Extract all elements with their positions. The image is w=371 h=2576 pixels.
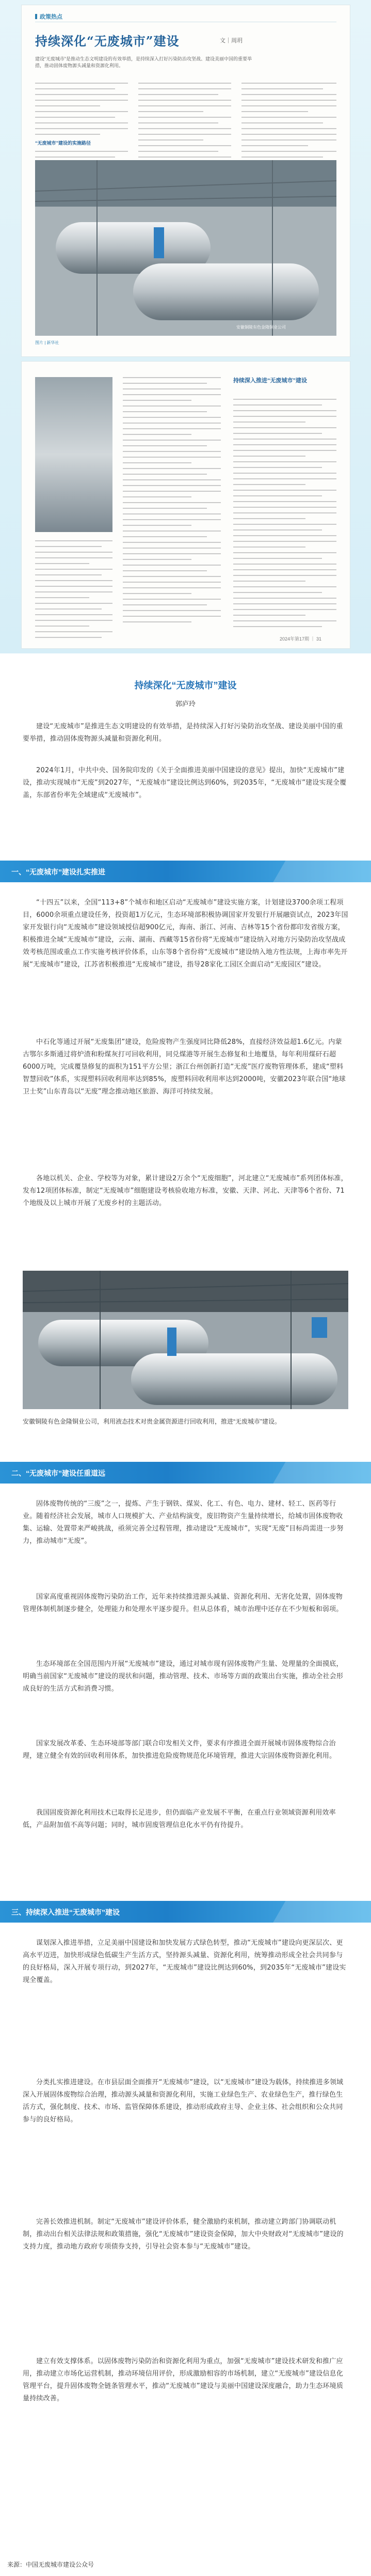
magazine-lead: 建设“无废城市”是推动生态文明建设的有效举措，是持续深入打好污染防治攻坚战、建设美丽中国的重要举措，推动固体废物源头减量和资源化利用。 xyxy=(35,56,252,68)
intro-paragraph-1: 建设“无废城市”是推进生态文明建设的有效举措，是持续深入打好污染防治攻坚战、建设美丽中国的重要举措，推动固体废物源头减量和资源化利用。 xyxy=(23,723,343,743)
article-title: 持续深化“无废城市”建设 xyxy=(134,680,237,691)
section-2-title: 二、“无废城市”建设任重道远 xyxy=(11,1469,105,1477)
section-3-paragraph-4: 建立有效支撑体系。以固体废物污染防治和资源化利用为重点，加强“无废城市”建设技术研发和推广应用，推动建立市场化运营机制，推动环境信用评价，形成激励相容的市场机制，建立“无废城市”建设信息化管理平台，提升固体废物全链条管理水平，推动“无废城市”建设与美丽中国建设深度融合，助力生态环境质量持续改善。 xyxy=(23,2358,344,2402)
section-3-header xyxy=(0,1901,371,1923)
magazine-title: 持续深化“无废城市”建设 xyxy=(35,34,180,49)
magazine-photo-credit: 图片 | 新华社 xyxy=(35,340,59,345)
section-1-header xyxy=(0,861,371,882)
section-1-paragraph-2: 中石化等通过开展“无废集团”建设，危险废物产生强度同比降低28%，直接经济效益超1.6亿元。内蒙古鄂尔多斯通过将炉渣和粉煤灰打可回收利用，同兑煤港等开展生态修复和土地覆垦，每年利用煤矸石超6000万吨，完成覆垦修复的面积为151平方公里；浙江台州创新打造“无废”医疗废物管理体系，建成“塑料智慧回收”体系，实现塑料回收利用率达到85%，废塑料回收利用率达到2000吨，安徽2023年联合国“地球卫士奖”山东青岛以“无废”理念推动地区旅游、海洋可持续发展。 xyxy=(23,1038,346,1096)
magazine-section-tag: 政策热点 xyxy=(35,12,62,21)
intro-paragraph-2: 2024年1月，中共中央、国务院印发的《关于全面推进美丽中国建设的意见》提出，加快“无废城市”建设，推动实现城市“无废”到2027年，“无废城市”建设比例达到60%，到2035年，“无废城市”建设实现全覆盖，东部省份率先全域建成“无废城市”。 xyxy=(23,767,347,799)
magazine-col-1 xyxy=(35,83,128,168)
magazine-author: 文｜周玥 xyxy=(220,38,243,44)
magazine-page-2 xyxy=(22,362,350,648)
magazine-col-2 xyxy=(138,83,231,162)
section-2-paragraph-1: 固体废物传统的“三废”之一，提炼、产生于钢铁、煤炭、化工、有色、电力、建材、轻工、医药等行业。随着经济社会发展，城市人口规模扩大、产业结构演变，废旧物资产生量持续增长，给城市固体废物收集、运输、处置带来严峻挑战，亟须完善全过程管理，推动建设“无废城市”，实现“无废”目标尚需进一步努力，推动城市“无废”。 xyxy=(23,1500,344,1545)
magazine-col-4 xyxy=(123,377,221,627)
section-1-paragraph-1: “十四五”以来，全国“113+8”个城市和地区启动“无废城市”建设实施方案，计划建设3700余项工程项目，6000余项重点建设任务，投资超1万亿元，生态环境部积极协调国家开发银行开展融资试点，2023年国家开发银行向“无废城市”建设领域授信超900亿元，海南、浙江、河南、吉林等15个省份都印发省级方案，积极推进全域“无废城市”建设，云南、湖南、西藏等15省份将“无废城市”建设纳入对地方污染防治攻坚战成效考核范围或重点工作实施考核评价体系，山东等8个省份将“无废城市”建设纳入地方性法规，上海市率先开展“无废城市”建设，江苏省积极推进“无废城市”建设，指导28家化工园区全面启动“无废园区”建设。 xyxy=(23,899,348,969)
section-3-title: 三、持续深入推进“无废城市”建设 xyxy=(11,1908,120,1916)
source-note: 来源：中国无废城市建设公众号 xyxy=(7,2561,94,2568)
section-1-paragraph-3: 各地以机关、企业、学校等为对象，累计建设2万余个“无废细胞”，河北建立“无废城市”系列团体标准，发布12项团体标准，制定“无废城市”细胞建设考核验收地方标准，安徽、天津、河北、天津等6个省份、71个地级及以上城市开展了无废乡村的主题活动。 xyxy=(23,1175,348,1207)
article-author: 郭庐玲 xyxy=(175,700,196,708)
magazine-photo-caption: 安徽铜陵有色金隆铜业公司 xyxy=(236,325,286,330)
section-2-paragraph-5: 我国固废资源化利用技术已取得长足进步，但仍面临产业发展不平衡，在重点行业领域资源利用效率低，产品附加值不高等问题；同时，城市固废管理信息化水平仍有待提升。 xyxy=(23,1809,336,1829)
section-1-title: 一、“无废城市”建设扎实推进 xyxy=(11,868,105,876)
magazine-callout-2: 持续深入推进“无废城市”建设 xyxy=(233,378,307,384)
magazine-page-number: 2024年第17期 ｜ 31 xyxy=(280,636,322,642)
section-3-paragraph-2: 分类扎实推进建设。在市县层面全面推开“无废城市”建设，以“无废城市”建设为载体，持续推进多领域深入开展固体废物综合治理，推动源头减量和资源化利用，实施工业绿色生产、农业绿色生产，推行绿色生活方式，强化制度、技术、市场、监管保障体系建设，推动形成政府主导、企业主体、社会组织和公众共同参与的良好格局。 xyxy=(23,2079,344,2124)
magazine-col-6 xyxy=(35,540,112,643)
magazine-col-5 xyxy=(233,399,336,632)
article-photo-caption: 安徽铜陵有色金隆铜业公司，利用液态技术对贵金属资源进行回收利用，推进“无废城市”建设。 xyxy=(23,1418,281,1425)
magazine-col-3 xyxy=(241,83,336,162)
magazine-photo-2 xyxy=(35,377,112,532)
factory-illustration-2 xyxy=(23,1271,348,1409)
section-2-paragraph-2: 国家高度重视固体废物污染防治工作，近年来持续推进源头减量、资源化利用、无害化处置，固体废物管理体制机制逐步健全，处理能力和处理水平逐步提升。但从总体看，城市治理中还存在不少短板和弱项。 xyxy=(23,1593,343,1613)
factory-illustration xyxy=(35,160,336,336)
section-3-paragraph-1: 谋划深入推进举措，立足美丽中国建设和加快发展方式绿色转型，推动“无废城市”建设向更深层次、更高水平迈进，加快形成绿色低碳生产生活方式，坚持源头减量、资源化利用，统筹推动形成全社会共同参与的良好格局，深入开展专项行动，到2027年，“无废城市”建设比例达到60%，到2035年“无废城市”建设实现全覆盖。 xyxy=(23,1939,346,1984)
magazine-page-1 xyxy=(22,5,350,356)
magazine-callout-1: “无废城市”建设的实施路径 xyxy=(35,140,91,146)
magazine-photo-factory xyxy=(35,160,336,336)
section-2-paragraph-4: 国家发展改革委、生态环境部等部门联合印发相关文件，要求有序推进全面开展城市固体废物综合治理，建立健全有效的回收利用体系，加快推进危险废物规范化环境管理，推进大宗固体废物资源化利用。 xyxy=(23,1740,336,1760)
article-photo-factory xyxy=(23,1271,348,1409)
section-3-paragraph-3: 完善长效推进机制。制定“无废城市”建设评价体系，健全激励约束机制，推动建立跨部门协调联动机制，推动出台相关法律法规和政策措施，强化“无废城市”建设资金保障，加大中央财政对“无废城市”建设的支持力度，推动地方政府专项债券支持，引导社会资本参与“无废城市”建设。 xyxy=(23,2218,344,2251)
section-2-header xyxy=(0,1462,371,1484)
section-2-paragraph-3: 生态环境部在全国范围内开展“无废城市”建设，通过对城市现有固体废物产生量、处理量的全面摸底，明确当前国家“无废城市”建设的现状和问题，推动管理、技术、市场等方面的政策出台实施，推动全社会形成良好的生活方式和消费习惯。 xyxy=(23,1660,344,1693)
